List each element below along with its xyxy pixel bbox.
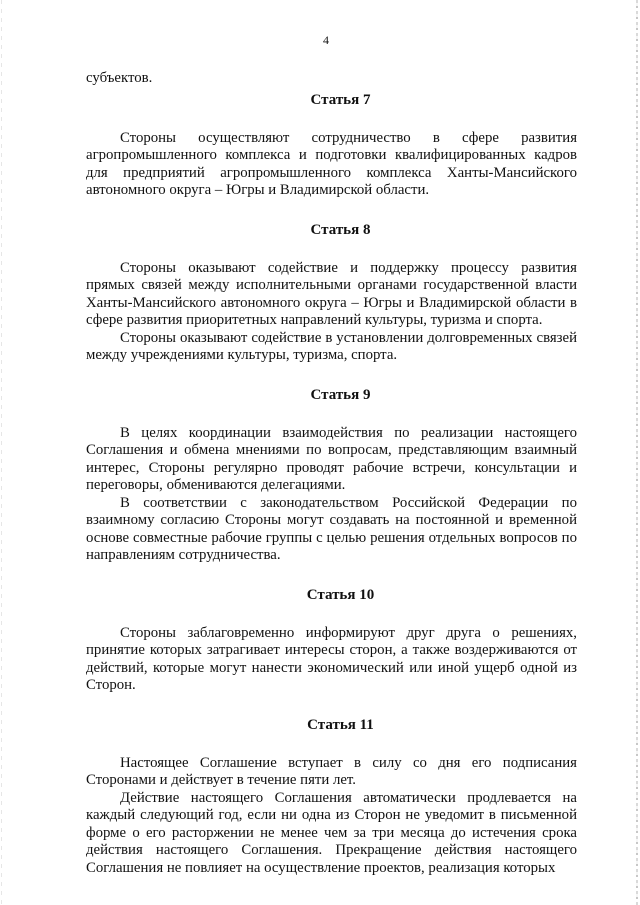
article-11 <box>86 716 577 878</box>
article-paragraph: Стороны оказывают содействие и поддержку процессу развития прямых связей между исполнительными органами государственной власти Ханты-Мансийского автономного округа – Югры и Владимирской области в сфере развития приоритетных направлений культуры, туризма и спорта. <box>86 259 577 328</box>
article-8 <box>86 221 577 365</box>
article-paragraph: Стороны заблаговременно информируют друг друга о решениях, принятие которых затрагивает интересы сторон, а также воздерживаются от действий, которые могут нанести экономический или иной ущерб одной из Сторон. <box>86 624 577 693</box>
document-body <box>86 70 577 877</box>
article-paragraph: Стороны осуществляют сотрудничество в сфере развития агропромышленного комплекса и подготовки квалифицированных кадров для предприятий агропромышленного комплекса Ханты-Мансийского автономного округа – Югры и Владимирской области. <box>86 129 577 198</box>
article-9 <box>86 386 577 565</box>
article-10 <box>86 586 577 695</box>
article-heading: Статья 9 <box>310 386 371 403</box>
article-heading: Статья 10 <box>306 586 375 603</box>
article-paragraph: Настоящее Соглашение вступает в силу со дня его подписания Сторонами и действует в течение пяти лет. <box>86 754 577 788</box>
article-heading: Статья 8 <box>310 221 371 238</box>
scan-edge-right <box>636 0 638 905</box>
carryover-text: субъектов. <box>86 70 153 86</box>
article-paragraph: Стороны оказывают содействие в установлении долговременных связей между учреждениями культуры, туризма, спорта. <box>86 329 577 363</box>
page-number: 4 <box>323 33 329 47</box>
article-paragraph: Действие настоящего Соглашения автоматически продлевается на каждый следующий год, если ни одна из Сторон не уведомит в письменной форме о его расторжении не менее чем за три месяца до истечения срока действия настоящего Соглашения. Прекращение действия настоящего Соглашения не повлияет на осуществление проектов, реализация которых <box>86 789 577 876</box>
scan-edge-left <box>1 0 2 905</box>
article-paragraph: В целях координации взаимодействия по реализации настоящего Соглашения и обмена мнениями по вопросам, представляющим взаимный интерес, Стороны регулярно проводят рабочие встречи, консультации и переговоры, обмениваются делегациями. <box>86 424 577 493</box>
article-paragraph: В соответствии с законодательством Российской Федерации по взаимному согласию Стороны могут создавать на постоянной и временной основе совместные рабочие группы с целью решения отдельных вопросов по направлениям сотрудничества. <box>86 494 577 563</box>
article-heading: Статья 7 <box>310 91 371 108</box>
article-heading: Статья 11 <box>307 716 374 733</box>
article-7 <box>86 91 577 200</box>
